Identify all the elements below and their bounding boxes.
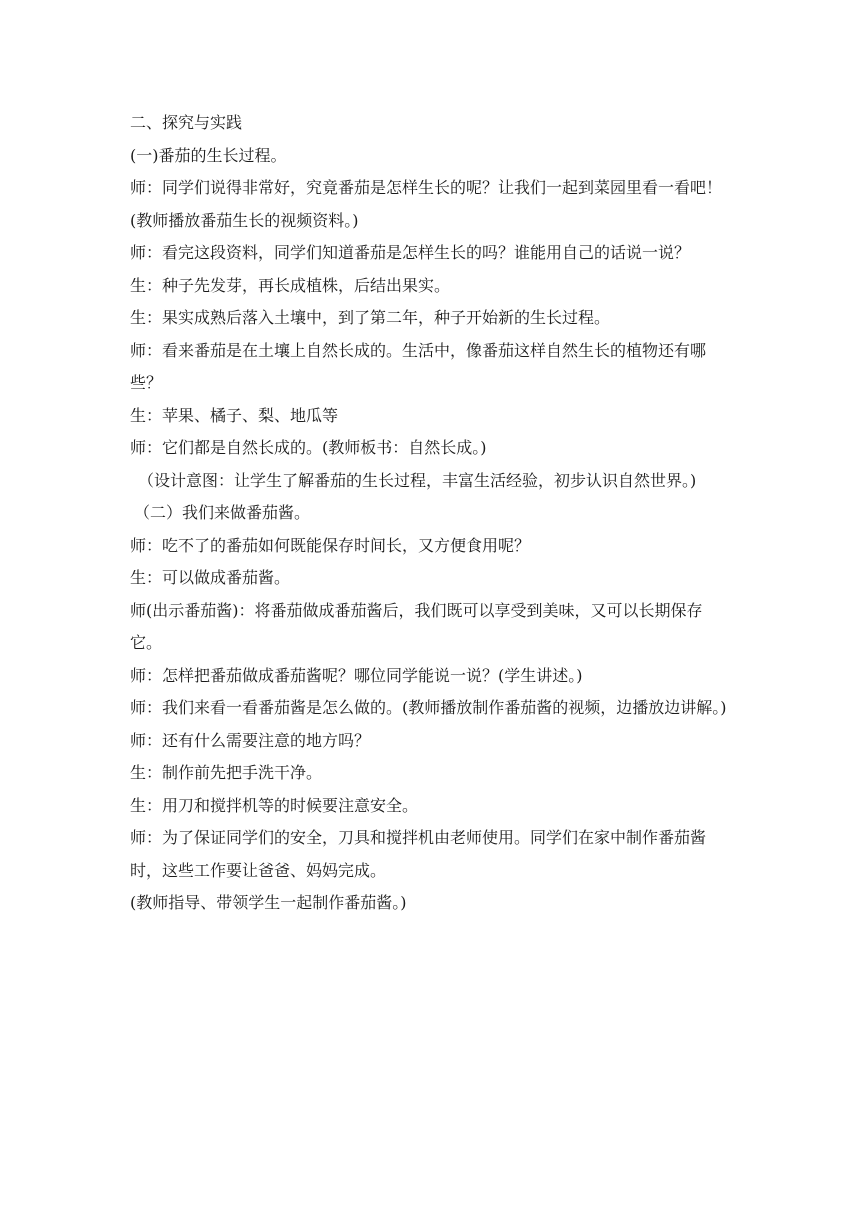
paragraph: 师：看完这段资料，同学们知道番茄是怎样生长的吗？谁能用自己的话说一说？: [130, 243, 691, 262]
paragraph: 师：还有什么需要注意的地方吗？: [130, 730, 371, 750]
design-note: （设计意图：让学生了解番茄的生长过程，丰富生活经验，初步认识自然世界。): [138, 470, 697, 490]
subsection-heading: （二）我们来做番茄酱。: [134, 503, 311, 522]
paragraph: 师：为了保证同学们的安全，刀具和搅拌机由老师使用。同学们在家中制作番茄酱时，这些工作要让爸爸、妈妈完成。: [130, 828, 707, 880]
paragraph: 生：可以做成番茄酱。: [130, 568, 291, 587]
paragraph: 师：它们都是自然长成的。(教师板书：自然长成。): [130, 438, 487, 457]
paragraph: 师：我们来看一看番茄酱是怎么做的。(教师播放制作番茄酱的视频，边播放边讲解。): [130, 698, 727, 717]
paragraph: 师：吃不了的番茄如何既能保存时间长，又方便食用呢？: [130, 535, 531, 555]
paragraph: 师：同学们说得非常好，究竟番茄是怎样生长的呢？让我们一起到菜园里看一看吧！: [130, 178, 723, 197]
subsection-heading: (一)番茄的生长过程。: [130, 145, 287, 165]
paragraph: 师：看来番茄是在土壤上自然长成的。生活中，像番茄这样自然生长的植物还有哪些？: [130, 340, 707, 392]
document-body: [130, 107, 734, 920]
paragraph: 师(出示番茄酱)：将番茄做成番茄酱后，我们既可以享受到美味，又可以长期保存它。: [130, 600, 703, 652]
paragraph: 生：制作前先把手洗干净。: [130, 763, 323, 782]
paragraph: (教师播放番茄生长的视频资料。): [130, 210, 359, 230]
paragraph: (教师指导、带领学生一起制作番茄酱。): [130, 893, 407, 912]
section-heading: 二、探究与实践: [130, 113, 243, 132]
paragraph: 师：怎样把番茄做成番茄酱呢？哪位同学能说一说？(学生讲述。): [130, 665, 583, 685]
paragraph: 生：种子先发芽，再长成植株，后结出果实。: [130, 275, 451, 295]
paragraph: 生：苹果、橘子、梨、地瓜等: [130, 405, 339, 425]
paragraph: 生：用刀和搅拌机等的时候要注意安全。: [130, 795, 419, 815]
paragraph: 生：果实成熟后落入土壤中，到了第二年，种子开始新的生长过程。: [130, 308, 611, 327]
